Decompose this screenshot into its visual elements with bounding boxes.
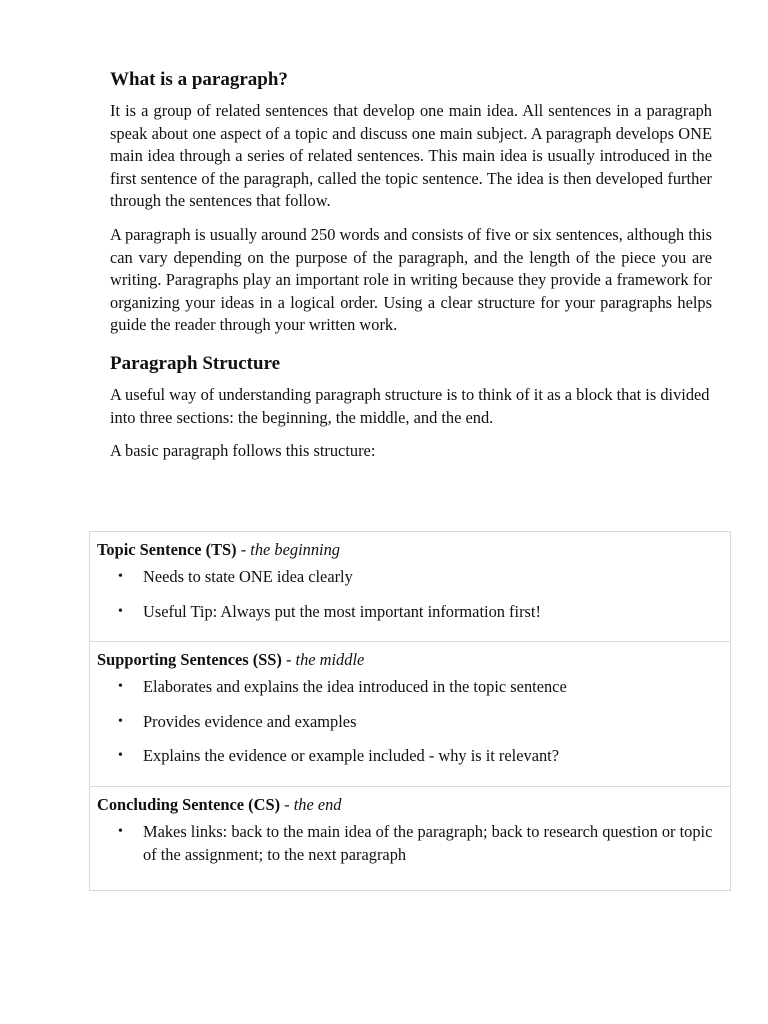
- bullet-icon: •: [118, 569, 123, 584]
- section-subtitle: the end: [293, 794, 342, 814]
- list-item: [97, 745, 722, 768]
- list-item-text: Useful Tip: Always put the most important information first!: [143, 601, 541, 621]
- bullet-icon: •: [118, 679, 123, 695]
- list-item: [97, 601, 722, 624]
- list-item: [97, 676, 722, 699]
- section-title: Topic Sentence (TS): [97, 540, 237, 559]
- section-title: Supporting Sentences (SS): [97, 650, 282, 670]
- list-item: [97, 711, 722, 734]
- section-title: Concluding Sentence (CS): [97, 794, 281, 814]
- bullet-icon: •: [118, 713, 123, 729]
- structure-section-concluding: [90, 787, 730, 890]
- section-heading: [97, 794, 722, 816]
- heading-paragraph-structure: Paragraph Structure: [110, 352, 281, 374]
- bullet-icon: •: [118, 823, 123, 839]
- structure-section-supporting: [90, 642, 730, 787]
- document-body: [110, 64, 712, 474]
- list-item: [97, 566, 722, 589]
- section-list: [97, 566, 722, 623]
- paragraph-definition: It is a group of related sentences that develop one main idea. All sentences in a paragraph speak about one aspect of a topic and discuss one main subject. A paragraph develops ONE main idea through a series of related sentences. This main idea is usually introduced in the first sentence of the paragraph, called the topic sentence. The idea is then developed further through the sentences that follow.: [110, 101, 712, 211]
- section-subtitle: the middle: [295, 650, 365, 670]
- paragraph-length: A paragraph is usually around 250 words and consists of five or six sentences, although this can vary depending on the purpose of the paragraph, and the length of the piece you are writing. Paragraphs play an important role in writing because they provide a framework for organizing your ideas in a logical order. Using a clear structure for your paragraphs helps guide the reader through your written work.: [110, 224, 712, 335]
- paragraph-block-analogy: A useful way of understanding paragraph structure is to think of it as a block that is divided into three sections: the beginning, the middle, and the end.: [110, 384, 710, 427]
- list-item-text: Needs to state ONE idea clearly: [143, 567, 353, 586]
- list-item-text: Provides evidence and examples: [143, 711, 357, 731]
- section-separator: -: [281, 650, 296, 670]
- section-separator: -: [280, 794, 294, 814]
- structure-section-topic: [90, 532, 730, 642]
- bullet-icon: •: [118, 603, 123, 619]
- list-item: [97, 821, 722, 866]
- bullet-icon: •: [118, 748, 123, 764]
- section-list: [97, 676, 722, 768]
- structure-table: [89, 531, 731, 891]
- section-list: [97, 821, 722, 866]
- list-item-text: Elaborates and explains the idea introduced in the topic sentence: [143, 677, 567, 697]
- section-subtitle: the beginning: [250, 540, 340, 559]
- list-item-text: Explains the evidence or example included - why is it relevant?: [143, 746, 559, 766]
- section-heading: [97, 649, 722, 671]
- list-item-text: Makes links: back to the main idea of the paragraph; back to research question or topic of the assignment; to the next paragraph: [143, 821, 713, 864]
- heading-what-is-paragraph: What is a paragraph?: [110, 69, 288, 90]
- paragraph-basic-structure-intro: A basic paragraph follows this structure:: [110, 441, 376, 461]
- section-separator: -: [236, 540, 251, 559]
- section-heading: [97, 539, 722, 561]
